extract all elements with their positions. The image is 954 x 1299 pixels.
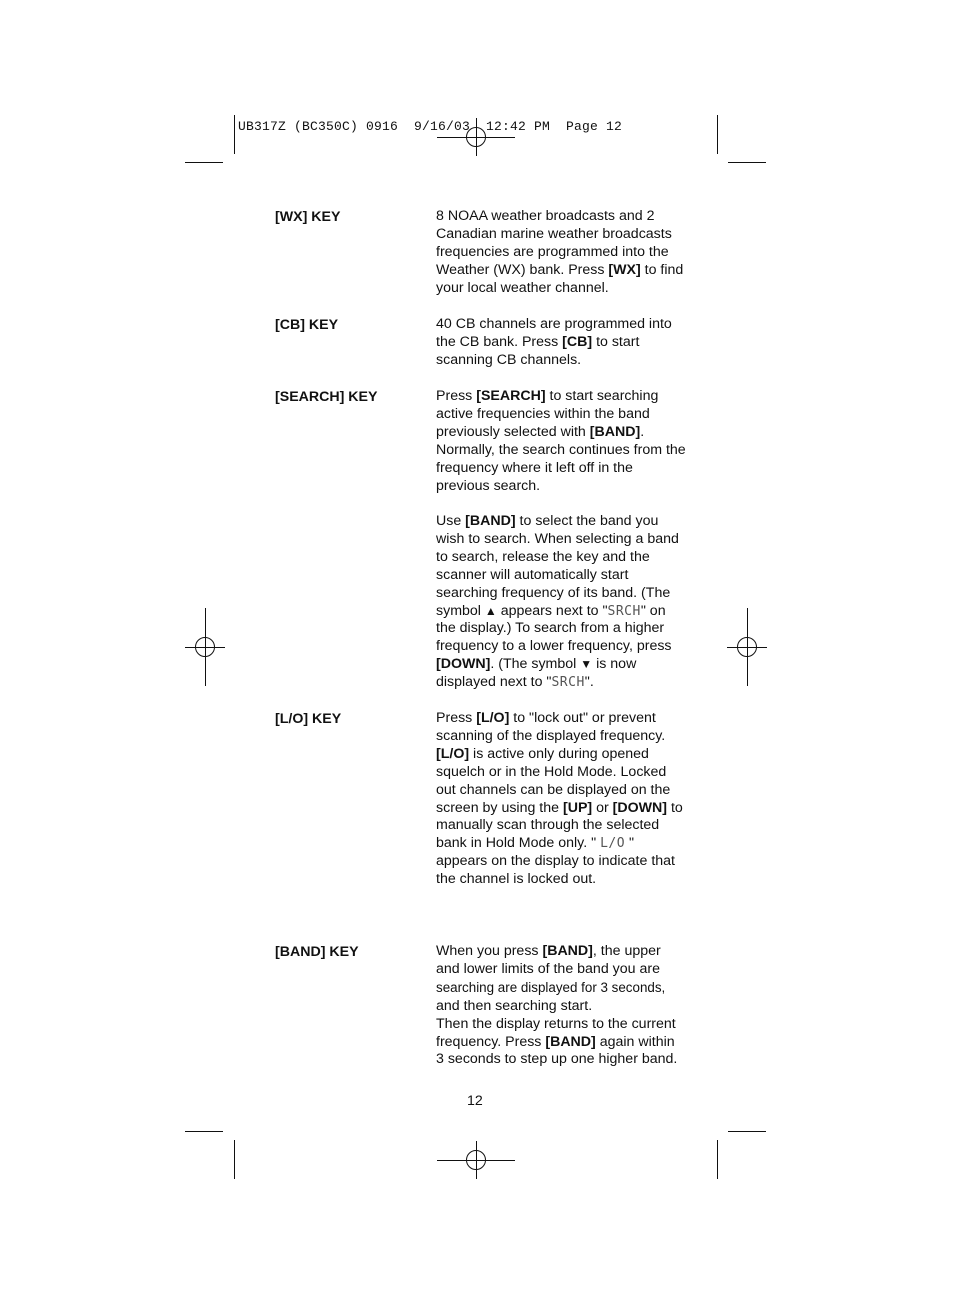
lcd-lo-text: L/O (600, 836, 626, 852)
lo-key-description: Press [L/O] to "lock out" or prevent scanning of the displayed frequency. [L/O] is active only during opened squelch or in the Hold Mode. Locked out channels can be displayed on the screen by using the [UP] or [DOWN] to manually scan through the selected bank in Hold Mode only. " L/O " appears on the display to indicate that the channel is locked out. (436, 710, 683, 888)
lo-key-label: [L/O] KEY (275, 711, 342, 727)
band-key-label: [BAND] KEY (275, 944, 359, 960)
crop-mark (728, 1131, 766, 1132)
registration-mark (476, 1141, 477, 1179)
print-header: UB317Z (BC350C) 0916 9/16/03 12:42 PM Page 12 (238, 119, 623, 134)
crop-mark (185, 1131, 223, 1132)
band-key-description: When you press [BAND], the upper and lower limits of the band you are searching are displayed for 3 seconds, and then searching start. Then the display returns to the current frequency. Press [BAND] again within 3 seconds to step up one higher band. (436, 943, 678, 1068)
search-key-description (436, 388, 686, 495)
crop-mark (717, 115, 718, 154)
crop-mark (185, 162, 223, 163)
wx-key-description: 8 NOAA weather broadcasts and 2 Canadian marine weather broadcasts frequencies are programmed into the Weather (WX) bank. Press [WX] to find your local weather channel. (436, 208, 684, 296)
search-key-label: [SEARCH] KEY (275, 389, 378, 405)
search-paragraph-2: Use [BAND] to select the band you wish to search. When selecting a band to search, release the key and the scanner will automatically start searching frequency of its band. (The symbol ▲ appears next to "SRCH" on the display.) To search from a higher frequency to a lower frequency, press [DOWN]. (The symbol ▼ is now displayed next to "SRCH". (436, 513, 679, 691)
wx-key-label: [WX] KEY (275, 209, 341, 225)
cb-key-description: 40 CB channels are programmed into the CB bank. Press [CB] to start scanning CB channels. (436, 316, 672, 368)
registration-mark (205, 608, 206, 686)
cb-key-label: [CB] KEY (275, 317, 339, 333)
lcd-srch-text: SRCH (551, 675, 585, 691)
lcd-srch-text: SRCH (607, 603, 641, 619)
crop-mark (234, 1140, 235, 1179)
page-number: 12 (467, 1093, 483, 1109)
down-triangle-icon: ▼ (580, 657, 593, 672)
search-paragraph-1: Press [SEARCH] to start searching active frequencies within the band previously selected with [BAND]. Normally, the search continues from the frequency where it left off in the previous search. (436, 388, 686, 494)
crop-mark (234, 115, 235, 154)
crop-mark (728, 162, 766, 163)
up-triangle-icon: ▲ (484, 603, 497, 618)
registration-mark (747, 608, 748, 686)
crop-mark (717, 1140, 718, 1179)
